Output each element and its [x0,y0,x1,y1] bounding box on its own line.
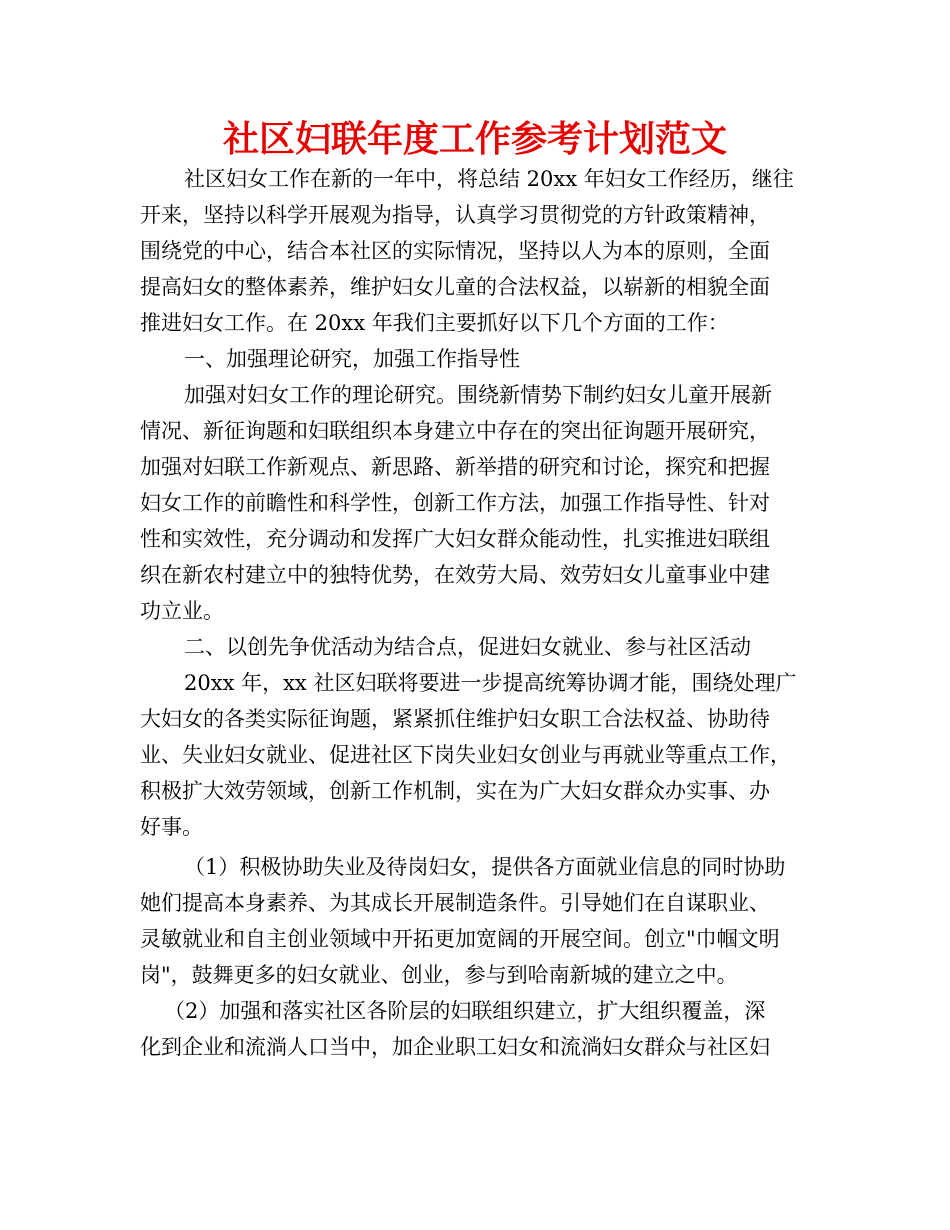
document-title: 社区妇联年度工作参考计划范文 [222,119,727,160]
paragraph-line: 加强对妇联工作新观点、新思路、新举措的研究和讨论，探究和把握 [140,455,770,479]
list-item-line: （1）积极协助失业及待岗妇女，提供各方面就业信息的同时协助 [184,855,786,879]
paragraph-line: 开来，坚持以科学开展观为指导，认真学习贯彻党的方针政策精神， [140,203,770,227]
paragraph-line: 大妇女的各类实际征询题，紧紧抓住维护妇女职工合法权益、协助待 [140,707,770,731]
paragraph-line: 岗"，鼓舞更多的妇女就业、创业，参与到哈南新城的建立之中。 [140,963,738,987]
paragraph-line: 好事。 [140,815,203,839]
paragraph-line: 情况、新征询题和妇联组织本身建立中存在的突出征询题开展研究， [140,419,770,443]
paragraph-line: 功立业。 [140,599,224,623]
paragraph-line: 加强对妇女工作的理论研究。围绕新情势下制约妇女儿童开展新 [184,383,772,407]
paragraph-line: 织在新农村建立中的独特优势，在效劳大局、效劳妇女儿童事业中建 [140,563,770,587]
paragraph-line: 围绕党的中心，结合本社区的实际情况，坚持以人为本的原则，全面 [140,239,770,263]
list-item-line: （2）加强和落实社区各阶层的妇联组织建立，扩大组织覆盖，深 [164,999,766,1023]
paragraph-line: 积极扩大效劳领域，创新工作机制，实在为广大妇女群众办实事、办 [140,779,770,803]
paragraph-line: 她们提高本身素养、为其成长开展制造条件。引导她们在自谋职业、 [140,891,770,915]
paragraph-line: 化到企业和流淌人口当中，加企业职工妇女和流淌妇女群众与社区妇 [140,1035,770,1059]
paragraph-line: 社区妇女工作在新的一年中，将总结 20xx 年妇女工作经历，继往 [184,167,794,191]
paragraph-line: 提高妇女的整体素养，维护妇女儿童的合法权益，以崭新的相貌全面 [140,275,770,299]
paragraph-line: 性和实效性，充分调动和发挥广大妇女群众能动性，扎实推进妇联组 [140,527,770,551]
section-heading: 一、加强理论研究，加强工作指导性 [184,347,520,371]
paragraph-line: 推进妇女工作。在 20xx 年我们主要抓好以下几个方面的工作： [140,311,729,335]
paragraph-line: 业、失业妇女就业、促进社区下岗失业妇女创业与再就业等重点工作， [140,743,791,767]
paragraph-line: 灵敏就业和自主创业领域中开拓更加宽阔的开展空间。创立"巾帼文明 [140,927,780,951]
paragraph-line: 妇女工作的前瞻性和科学性，创新工作方法，加强工作指导性、针对 [140,491,770,515]
paragraph-line: 20xx 年，xx 社区妇联将要进一步提高统筹协调才能，围绕处理广 [184,671,797,695]
section-heading: 二、以创先争优活动为结合点，促进妇女就业、参与社区活动 [184,635,751,659]
